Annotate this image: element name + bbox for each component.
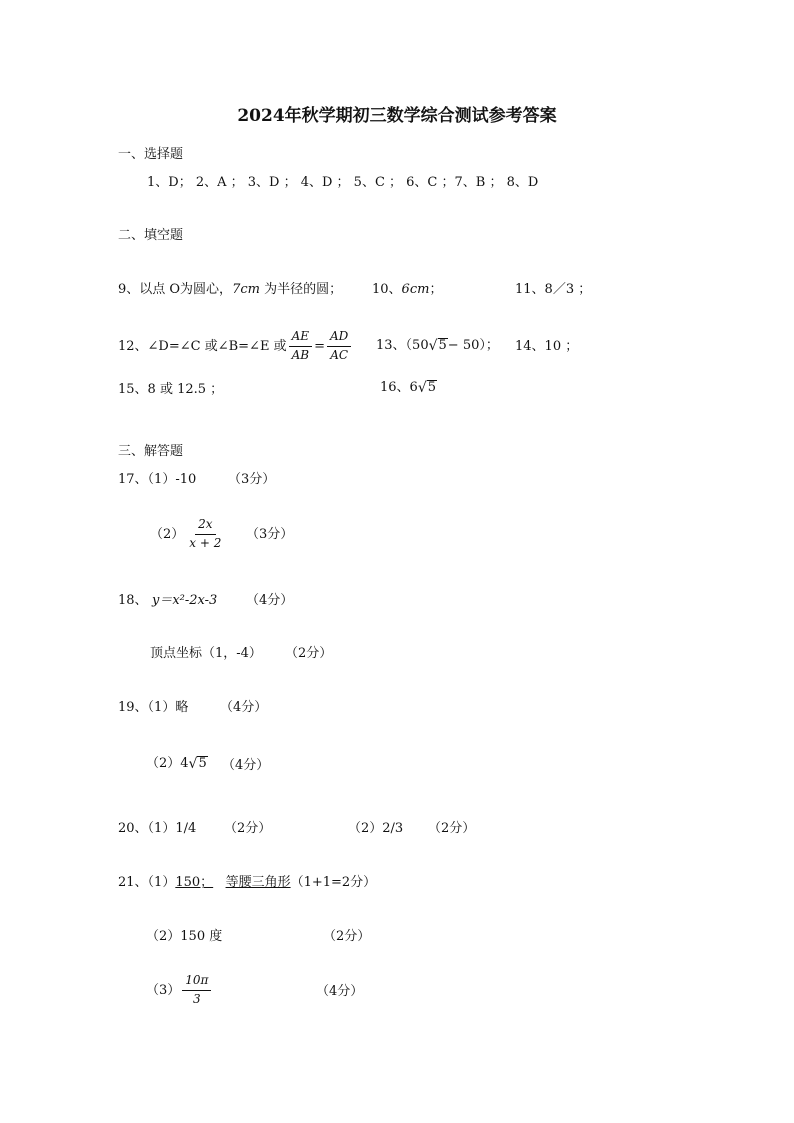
- sqrt-icon: √: [188, 756, 198, 773]
- q19-2-radicand: 5: [198, 756, 207, 771]
- q18-expression: y＝x²-2x-3: [152, 593, 218, 608]
- answer-q21-3: [146, 970, 213, 1010]
- q12-f1-num: AE: [289, 330, 312, 346]
- score-q17-2: （3分）: [246, 527, 294, 542]
- answer-q16: [380, 380, 437, 395]
- q16-sqrt: [418, 380, 437, 395]
- q9-post: 为半径的圆；: [259, 282, 343, 297]
- q10-value: 6cm: [401, 282, 430, 297]
- q9-pre: 9、以点 O为圆心，: [118, 282, 233, 297]
- page-title: 2024年秋学期初三数学综合测试参考答案: [237, 106, 557, 126]
- q12-equals: =: [314, 338, 325, 354]
- q17-2-den: x + 2: [189, 535, 222, 550]
- answer-q19-1: 19、（1）略: [118, 700, 189, 715]
- q16-radicand: 5: [427, 380, 437, 395]
- q13-radicand: 5: [438, 338, 447, 353]
- q12-pre: 12、∠D=∠C 或∠B=∠E 或: [118, 338, 287, 354]
- q19-2-sqrt: [189, 756, 208, 771]
- q10-pre: 10、: [372, 282, 402, 297]
- choice-answers: 1、D； 2、A ； 3、D ； 4、D ； 5、C ； 6、C ；7、B ； 8、D: [147, 175, 539, 190]
- q12-f2-den: AC: [330, 347, 349, 362]
- q21-3-den: 3: [193, 991, 201, 1006]
- q17-2-label: （2）: [150, 526, 185, 542]
- answer-q9: [118, 283, 342, 296]
- score-q20-2: （2分）: [428, 821, 476, 836]
- answer-q19-2: [146, 756, 208, 771]
- score-q21-2: （2分）: [323, 929, 371, 944]
- q21-1-a: 150；: [175, 875, 214, 890]
- q21-1-b: 等腰三角形: [225, 875, 291, 890]
- answer-q17-2: [150, 514, 226, 554]
- answer-q12: [118, 326, 353, 366]
- q17-2-num: 2x: [195, 518, 215, 534]
- score-q19-1: （4分）: [220, 700, 268, 715]
- answer-q14: 14、10 ；: [515, 339, 579, 354]
- answer-q20-2: （2）2/3: [348, 821, 404, 836]
- sqrt-icon: √: [417, 380, 427, 397]
- q13-pre: 13、（50: [376, 338, 429, 354]
- score-q20-1: （2分）: [224, 821, 272, 836]
- score-q17-1: （3分）: [228, 472, 276, 487]
- q13-sqrt: [429, 338, 448, 353]
- q17-2-fraction: [186, 518, 224, 549]
- answer-q10: [372, 283, 442, 296]
- q12-f1-den: AB: [291, 347, 310, 362]
- q18-label: 18、: [118, 593, 148, 608]
- answer-q21-1: [118, 876, 376, 889]
- answer-q11: 11、8／3 ；: [515, 282, 592, 297]
- answer-q20-1: 20、（1）1/4: [118, 821, 197, 836]
- q9-value: 7cm: [232, 282, 260, 297]
- score-q18: （4分）: [246, 593, 294, 608]
- answer-q17-1: 17、（1）-10: [118, 472, 197, 487]
- section-heading-fill: 二、填空题: [118, 228, 184, 243]
- section-heading-choice: 一、选择题: [118, 147, 184, 162]
- q12-fraction-1: [289, 330, 312, 361]
- answer-q21-2: （2）150 度: [146, 929, 223, 944]
- q19-2-label: （2）4: [146, 756, 189, 772]
- q21-3-fraction: [182, 974, 211, 1005]
- q16-pre: 16、6: [380, 380, 418, 396]
- section-heading-solve: 三、解答题: [118, 444, 184, 459]
- q18-vertex: 顶点坐标（1，-4）: [150, 646, 262, 661]
- score-q18-vertex: （2分）: [285, 646, 333, 661]
- q12-f2-num: AD: [327, 330, 351, 346]
- q13-post: − 50）；: [447, 338, 499, 354]
- q21-1-pre: 21、（1）: [118, 875, 176, 890]
- answer-q13: [376, 338, 499, 353]
- score-q21-3: （4分）: [316, 984, 364, 999]
- q21-3-label: （3）: [146, 982, 181, 998]
- q12-fraction-2: [327, 330, 351, 361]
- q21-3-num: 10π: [182, 974, 211, 990]
- score-q21-1: （1+1=2分）: [290, 875, 377, 890]
- sqrt-icon: √: [428, 338, 438, 355]
- q10-post: ；: [429, 282, 443, 297]
- answer-q15: 15、8 或 12.5 ；: [118, 382, 224, 397]
- score-q19-2: （4分）: [222, 758, 270, 773]
